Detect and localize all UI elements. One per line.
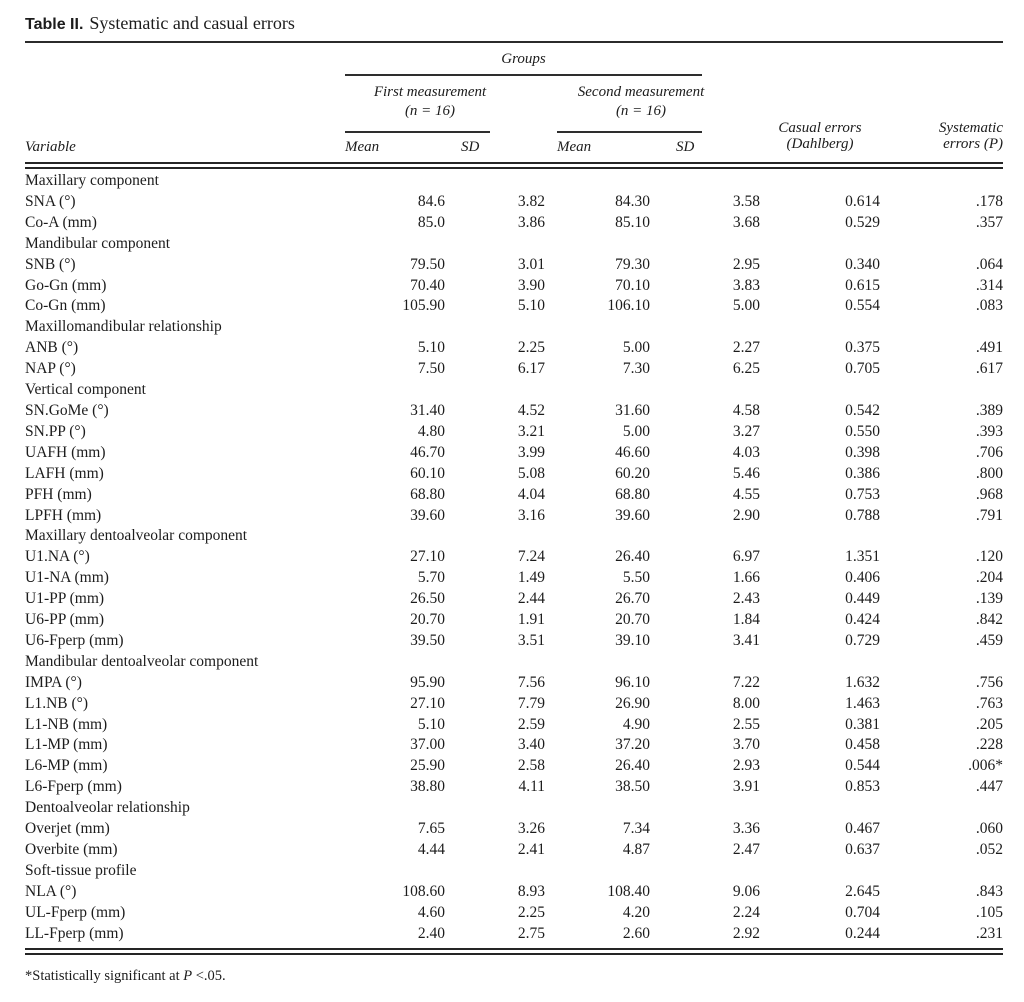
cell-systematic: .763: [975, 694, 1003, 712]
variable-cell: Go-Gn (mm): [25, 276, 107, 294]
cell-systematic: .228: [975, 736, 1003, 754]
variable-cell: U1-NA (mm): [25, 569, 109, 587]
table-row: [25, 568, 1003, 589]
column-header-casual-errors: Casual errors (Dahlberg): [778, 120, 862, 152]
cell-mean2: 26.40: [615, 757, 650, 775]
cell-casual: 0.544: [845, 757, 880, 775]
cell-systematic: .204: [975, 569, 1003, 587]
column-header-groups: Groups: [501, 51, 546, 67]
cell-sd2: 2.24: [732, 903, 760, 921]
table-header: [25, 43, 1003, 162]
cell-mean2: 7.34: [622, 820, 650, 838]
cell-mean2: 5.50: [622, 569, 650, 587]
variable-cell: L1-MP (mm): [25, 736, 108, 754]
variable-cell: UL-Fperp (mm): [25, 903, 126, 921]
cell-sd1: 3.16: [517, 506, 545, 524]
cell-mean2: 26.90: [615, 694, 650, 712]
cell-mean2: 26.40: [615, 548, 650, 566]
variable-cell: U6-PP (mm): [25, 611, 105, 629]
cell-mean1: 79.50: [410, 255, 445, 273]
section-label: Dentoalveolar relationship: [25, 799, 190, 817]
variable-cell: ANB (°): [25, 339, 79, 357]
cell-sd2: 2.27: [732, 339, 760, 357]
cell-mean1: 5.10: [417, 715, 445, 733]
table-body: [25, 171, 1003, 945]
cell-sd1: 2.25: [517, 339, 545, 357]
column-header-first-measurement: First measurement (n = 16): [373, 84, 487, 119]
cell-sd2: 3.36: [732, 820, 760, 838]
cell-mean2: 5.00: [622, 422, 650, 440]
table-row: [25, 443, 1003, 464]
section-row: [25, 652, 1003, 673]
table-row: [25, 673, 1003, 694]
footnote-text: *Statistically significant at: [25, 967, 180, 984]
cell-systematic: .447: [975, 778, 1003, 796]
cell-mean1: 60.10: [410, 464, 445, 482]
cell-sd2: 8.00: [732, 694, 760, 712]
table-row: [25, 882, 1003, 903]
cell-casual: 0.449: [845, 590, 880, 608]
table-row: [25, 903, 1003, 924]
cell-mean2: 79.30: [615, 255, 650, 273]
section-row: [25, 317, 1003, 338]
cell-sd1: 3.99: [517, 443, 545, 461]
table-row: [25, 276, 1003, 297]
variable-cell: UAFH (mm): [25, 443, 106, 461]
cell-mean2: 38.50: [615, 778, 650, 796]
cell-sd2: 2.90: [732, 506, 760, 524]
variable-cell: Co-A (mm): [25, 213, 97, 231]
cell-casual: 0.340: [845, 255, 880, 273]
cell-sd1: 5.10: [517, 297, 545, 315]
table-row: [25, 464, 1003, 485]
cell-mean1: 26.50: [410, 590, 445, 608]
cell-mean1: 7.50: [417, 360, 445, 378]
first-measurement-spanner-rule: [345, 131, 490, 133]
footnote-threshold: <.05.: [195, 967, 226, 984]
cell-sd2: 1.84: [732, 611, 760, 629]
section-label: Maxillary dentoalveolar component: [25, 527, 248, 545]
table-row: [25, 631, 1003, 652]
table-row: [25, 401, 1003, 422]
cell-systematic: .006*: [968, 757, 1003, 775]
cell-casual: 0.729: [845, 631, 880, 649]
cell-casual: 0.244: [845, 924, 880, 942]
variable-cell: NLA (°): [25, 882, 77, 900]
cell-sd2: 6.97: [732, 548, 760, 566]
cell-sd1: 2.44: [517, 590, 545, 608]
cell-mean1: 5.70: [417, 569, 445, 587]
table-row: [25, 589, 1003, 610]
bottom-double-rule: [25, 948, 1003, 955]
cell-sd1: 3.90: [517, 276, 545, 294]
cell-systematic: .968: [975, 485, 1003, 503]
section-label: Mandibular dentoalveolar component: [25, 652, 259, 670]
variable-cell: L1-NB (mm): [25, 715, 108, 733]
cell-mean2: 26.70: [615, 590, 650, 608]
cell-casual: 0.529: [845, 213, 880, 231]
cell-sd2: 3.70: [732, 736, 760, 754]
cell-mean2: 68.80: [615, 485, 650, 503]
cell-casual: 0.753: [845, 485, 880, 503]
cell-casual: 0.788: [845, 506, 880, 524]
cell-sd2: 4.03: [732, 443, 760, 461]
cell-sd1: 7.56: [517, 673, 545, 691]
cell-sd2: 5.00: [732, 297, 760, 315]
cell-mean2: 106.10: [607, 297, 650, 315]
table-title: [25, 13, 1003, 39]
cell-sd2: 3.27: [732, 422, 760, 440]
cell-mean1: 68.80: [410, 485, 445, 503]
footnote-p-symbol: P: [183, 967, 193, 984]
cell-systematic: .843: [975, 882, 1003, 900]
section-row: [25, 234, 1003, 255]
table-row: [25, 777, 1003, 798]
cell-sd2: 7.22: [732, 673, 760, 691]
variable-cell: PFH (mm): [25, 485, 92, 503]
cell-sd1: 2.59: [517, 715, 545, 733]
cell-mean1: 25.90: [410, 757, 445, 775]
cell-sd1: 5.08: [517, 464, 545, 482]
table-row: [25, 255, 1003, 276]
cell-casual: 0.704: [845, 903, 880, 921]
cell-casual: 0.458: [845, 736, 880, 754]
table-row: [25, 192, 1003, 213]
cell-systematic: .389: [975, 401, 1003, 419]
table-row: [25, 715, 1003, 736]
section-row: [25, 798, 1003, 819]
cell-systematic: .800: [975, 464, 1003, 482]
table-row: [25, 924, 1003, 945]
cell-casual: 0.550: [845, 422, 880, 440]
header-double-rule: [25, 162, 1003, 169]
cell-sd1: 4.52: [517, 401, 545, 419]
cell-mean1: 27.10: [410, 548, 445, 566]
section-label: Soft-tissue profile: [25, 861, 137, 879]
cell-casual: 0.615: [845, 276, 880, 294]
cell-sd2: 6.25: [732, 360, 760, 378]
cell-sd1: 3.86: [517, 213, 545, 231]
table-number: Table II.: [25, 16, 84, 33]
table-row: [25, 694, 1003, 715]
cell-sd2: 3.83: [732, 276, 760, 294]
cell-casual: 1.463: [845, 694, 880, 712]
variable-cell: LAFH (mm): [25, 464, 104, 482]
cell-casual: 0.853: [845, 778, 880, 796]
cell-mean1: 84.6: [417, 192, 445, 210]
cell-mean1: 95.90: [410, 673, 445, 691]
cell-systematic: .842: [975, 611, 1003, 629]
cell-mean1: 105.90: [402, 297, 445, 315]
variable-cell: Overbite (mm): [25, 841, 118, 858]
cell-mean1: 4.80: [417, 422, 445, 440]
cell-sd1: 3.26: [517, 820, 545, 838]
table-figure: [25, 13, 1003, 985]
second-measurement-spanner-rule: [557, 131, 702, 133]
column-header-second-mean: Mean: [557, 139, 592, 155]
cell-sd1: 3.01: [517, 255, 545, 273]
cell-mean1: 5.10: [417, 339, 445, 357]
cell-systematic: .205: [975, 715, 1003, 733]
cell-mean1: 85.0: [417, 213, 445, 231]
cell-systematic: .052: [975, 841, 1003, 858]
column-header-first-mean: Mean: [345, 139, 380, 155]
cell-mean1: 46.70: [410, 443, 445, 461]
cell-sd2: 4.58: [732, 401, 760, 419]
column-header-variable: Variable: [25, 139, 76, 155]
cell-systematic: .314: [975, 276, 1003, 294]
cell-systematic: .459: [975, 631, 1003, 649]
cell-mean1: 2.40: [417, 924, 445, 942]
cell-sd1: 2.41: [517, 841, 545, 858]
cell-sd2: 9.06: [732, 882, 760, 900]
cell-sd1: 7.79: [517, 694, 545, 712]
cell-sd2: 5.46: [732, 464, 760, 482]
cell-sd2: 3.91: [732, 778, 760, 796]
cell-mean2: 7.30: [622, 360, 650, 378]
cell-sd1: 3.40: [517, 736, 545, 754]
table-row: [25, 547, 1003, 568]
section-row: [25, 380, 1003, 401]
cell-sd1: 2.58: [517, 757, 545, 775]
cell-casual: 0.406: [845, 569, 880, 587]
cell-mean1: 38.80: [410, 778, 445, 796]
cell-mean2: 108.40: [607, 882, 650, 900]
table-row: [25, 422, 1003, 443]
cell-sd1: 2.75: [517, 924, 545, 942]
table-row: [25, 610, 1003, 631]
cell-casual: 1.351: [845, 548, 880, 566]
cell-mean1: 7.65: [417, 820, 445, 838]
section-label: Vertical component: [25, 381, 146, 399]
table-row: [25, 296, 1003, 317]
cell-sd1: 8.93: [517, 882, 545, 900]
cell-systematic: .231: [975, 924, 1003, 942]
cell-mean1: 39.50: [410, 631, 445, 649]
section-label: Maxillary component: [25, 172, 159, 189]
cell-casual: 0.705: [845, 360, 880, 378]
cell-systematic: .617: [975, 360, 1003, 378]
cell-mean2: 31.60: [615, 401, 650, 419]
cell-sd1: 7.24: [517, 548, 545, 566]
variable-cell: Overjet (mm): [25, 820, 110, 838]
cell-systematic: .393: [975, 422, 1003, 440]
cell-sd1: 2.25: [517, 903, 545, 921]
column-header-first-sd: SD: [461, 139, 480, 155]
cell-sd2: 2.47: [732, 841, 760, 858]
section-label: Maxillomandibular relationship: [25, 318, 222, 336]
cell-casual: 2.645: [845, 882, 880, 900]
table-row: [25, 485, 1003, 506]
cell-systematic: .139: [975, 590, 1003, 608]
cell-casual: 0.554: [845, 297, 880, 315]
column-header-second-measurement: Second measurement (n = 16): [577, 84, 705, 119]
cell-sd2: 3.41: [732, 631, 760, 649]
cell-sd1: 1.49: [517, 569, 545, 587]
cell-systematic: .064: [975, 255, 1003, 273]
table-row: [25, 359, 1003, 380]
variable-cell: LPFH (mm): [25, 506, 102, 524]
cell-mean2: 2.60: [622, 924, 650, 942]
column-header-second-sd: SD: [676, 139, 695, 155]
table-row: [25, 506, 1003, 527]
cell-sd1: 1.91: [517, 611, 545, 629]
variable-cell: SNB (°): [25, 255, 76, 273]
cell-mean1: 20.70: [410, 611, 445, 629]
cell-sd2: 2.55: [732, 715, 760, 733]
cell-mean1: 27.10: [410, 694, 445, 712]
cell-systematic: .178: [975, 192, 1003, 210]
cell-mean1: 4.60: [417, 903, 445, 921]
cell-mean1: 4.44: [417, 841, 445, 858]
variable-cell: L6-MP (mm): [25, 757, 108, 775]
cell-sd1: 3.21: [517, 422, 545, 440]
table-row: [25, 840, 1003, 861]
variable-cell: U6-Fperp (mm): [25, 631, 124, 649]
cell-systematic: .756: [975, 673, 1003, 691]
cell-casual: 0.381: [845, 715, 880, 733]
cell-mean2: 39.10: [615, 631, 650, 649]
cell-mean2: 37.20: [615, 736, 650, 754]
variable-cell: IMPA (°): [25, 673, 82, 691]
cell-sd1: 3.82: [517, 192, 545, 210]
cell-mean1: 39.60: [410, 506, 445, 524]
cell-casual: 0.542: [845, 401, 880, 419]
cell-systematic: .105: [975, 903, 1003, 921]
variable-cell: LL-Fperp (mm): [25, 924, 124, 942]
cell-mean2: 5.00: [622, 339, 650, 357]
cell-casual: 1.632: [845, 673, 880, 691]
cell-sd2: 2.95: [732, 255, 760, 273]
cell-mean2: 39.60: [615, 506, 650, 524]
cell-mean2: 46.60: [615, 443, 650, 461]
variable-cell: NAP (°): [25, 360, 76, 378]
cell-mean2: 4.87: [622, 841, 650, 858]
cell-casual: 0.386: [845, 464, 880, 482]
table-row: [25, 735, 1003, 756]
cell-casual: 0.375: [845, 339, 880, 357]
variable-cell: SNA (°): [25, 192, 76, 210]
cell-mean2: 20.70: [615, 611, 650, 629]
section-row: [25, 861, 1003, 882]
variable-cell: SN.GoMe (°): [25, 401, 109, 419]
cell-mean1: 70.40: [410, 276, 445, 294]
cell-sd2: 4.55: [732, 485, 760, 503]
cell-casual: 0.614: [845, 192, 880, 210]
cell-mean1: 31.40: [410, 401, 445, 419]
cell-sd1: 4.11: [518, 778, 545, 796]
table-row: [25, 213, 1003, 234]
cell-mean2: 84.30: [615, 192, 650, 210]
cell-mean2: 60.20: [615, 464, 650, 482]
cell-mean2: 4.20: [622, 903, 650, 921]
cell-sd2: 3.68: [732, 213, 760, 231]
table-row: [25, 756, 1003, 777]
groups-spanner-rule: [345, 74, 702, 76]
section-row: [25, 171, 1003, 192]
cell-systematic: .791: [975, 506, 1003, 524]
cell-mean2: 96.10: [615, 673, 650, 691]
cell-sd2: 2.43: [732, 590, 760, 608]
table-row: [25, 819, 1003, 840]
table-caption: Systematic and casual errors: [89, 13, 295, 33]
cell-mean1: 108.60: [402, 882, 445, 900]
cell-casual: 0.424: [845, 611, 880, 629]
cell-systematic: .060: [975, 820, 1003, 838]
cell-systematic: .706: [975, 443, 1003, 461]
section-label: Mandibular component: [25, 234, 171, 252]
table-row: [25, 338, 1003, 359]
cell-systematic: .083: [975, 297, 1003, 315]
variable-cell: SN.PP (°): [25, 422, 86, 440]
cell-sd2: 1.66: [732, 569, 760, 587]
cell-systematic: .357: [975, 213, 1003, 231]
cell-sd2: 2.92: [732, 924, 760, 942]
variable-cell: U1.NA (°): [25, 548, 90, 566]
cell-sd1: 3.51: [517, 631, 545, 649]
cell-sd2: 3.58: [732, 192, 760, 210]
variable-cell: L1.NB (°): [25, 694, 89, 712]
cell-systematic: .491: [975, 339, 1003, 357]
cell-casual: 0.637: [845, 841, 880, 858]
cell-mean2: 70.10: [615, 276, 650, 294]
cell-casual: 0.398: [845, 443, 880, 461]
variable-cell: Co-Gn (mm): [25, 297, 106, 315]
section-row: [25, 526, 1003, 547]
data-table: [25, 171, 1003, 945]
cell-mean2: 85.10: [615, 213, 650, 231]
cell-casual: 0.467: [845, 820, 880, 838]
cell-mean1: 37.00: [410, 736, 445, 754]
cell-systematic: .120: [975, 548, 1003, 566]
column-header-systematic-errors: Systematic errors (P): [938, 120, 1003, 152]
cell-sd2: 2.93: [732, 757, 760, 775]
variable-cell: L6-Fperp (mm): [25, 778, 122, 796]
variable-cell: U1-PP (mm): [25, 590, 105, 608]
table-footnote: [25, 968, 1003, 985]
cell-sd1: 6.17: [517, 360, 545, 378]
cell-mean2: 4.90: [622, 715, 650, 733]
cell-sd1: 4.04: [517, 485, 545, 503]
